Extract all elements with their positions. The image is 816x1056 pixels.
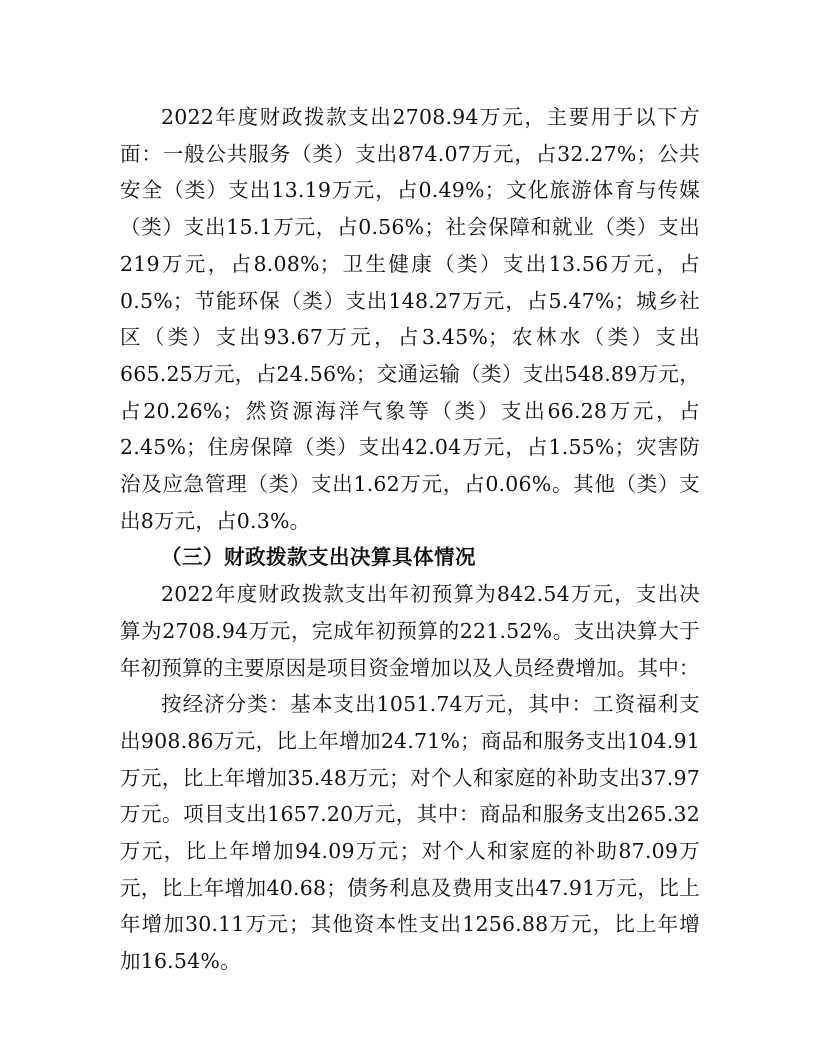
paragraph-economic-classification: 按经济分类：基本支出1051.74万元，其中：工资福利支出908.86万元，比上年增加24.71%；商品和服务支出104.91万元，比上年增加35.48万元；对个人和家庭的补助支出37.97万元。项目支出1657.20万元，其中：商品和服务支出265.32万元，比上年增加94.09万元；对个人和家庭的补助87.09万元，比上年增加40.68；债务利息及费用支出47.91万元，比上年增加30.11万元；其他资本性支出1256.88万元，比上年增加16.54%。 [120,692,700,974]
paragraph-expenditure-breakdown: 2022年度财政拨款支出2708.94万元，主要用于以下方面：一般公共服务（类）支出874.07万元，占32.27%；公共安全（类）支出13.19万元，占0.49%；文化旅游体育与传媒（类）支出15.1万元，占0.56%；社会保障和就业（类）支出219万元，占8.08%；卫生健康（类）支出13.56万元，占0.5%；节能环保（类）支出148.27万元，占5.47%；城乡社区（类）支出93.67万元，占3.45%；农林水（类）支出665.25万元，占24.56%；交通运输（类）支出548.89万元，占20.26%；然资源海洋气象等（类）支出66.28万元，占2.45%；住房保障（类）支出42.04万元，占1.55%；灾害防治及应急管理（类）支出1.62万元，占0.06%。其他（类）支出8万元，占0.3%。 [120,105,700,533]
body-text [120,99,700,980]
paragraph-budget-comparison: 2022年度财政拨款支出年初预算为842.54万元，支出决算为2708.94万元，完成年初预算的221.52%。支出决算大于年初预算的主要原因是项目资金增加以及人员经费增加。其中： [120,582,700,680]
section-heading: （三）财政拨款支出决算具体情况 [161,545,476,570]
